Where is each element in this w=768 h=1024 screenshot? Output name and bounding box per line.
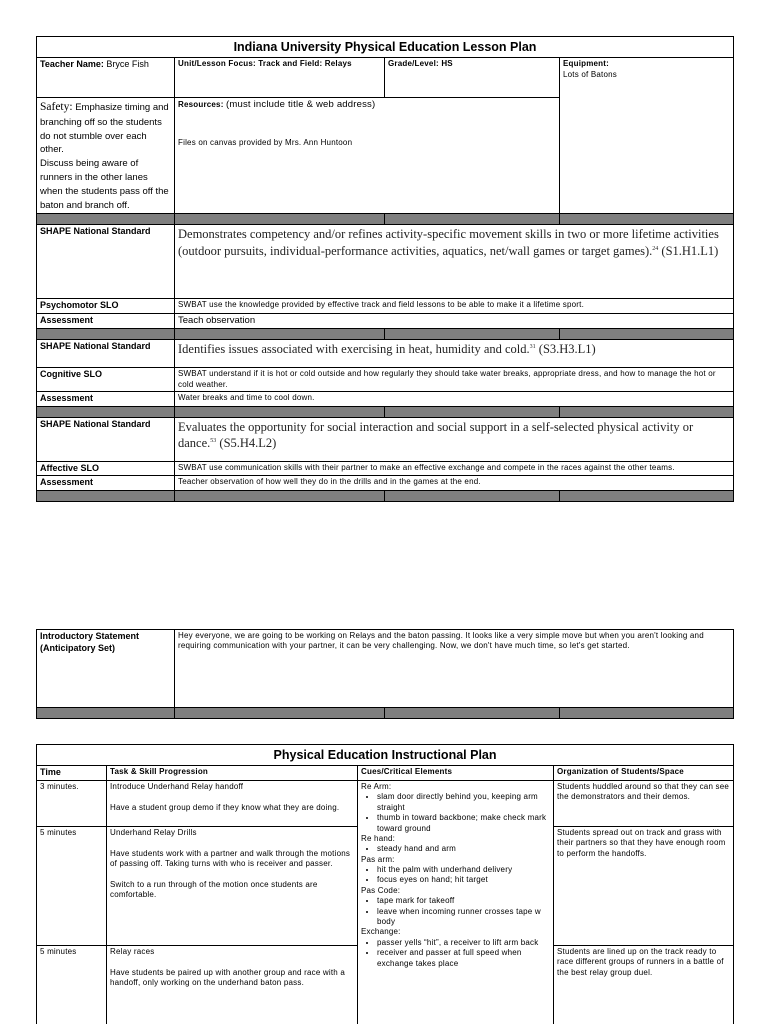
cue-item: • tape mark for takeoff <box>377 896 550 906</box>
slo-text: SWBAT use the knowledge provided by effective track and field lessons to be able to make it a lifetime sport. <box>175 299 734 314</box>
safety-label: Safety: <box>40 101 73 114</box>
header-time: Time <box>37 766 107 781</box>
grade-value: HS <box>441 59 453 69</box>
resources-hint: (must include title & web address) <box>226 99 376 111</box>
table-row <box>37 780 734 826</box>
grade-label: Grade/Level: <box>388 59 439 69</box>
cue-item: • thumb in toward backbone; make check mark toward ground <box>377 813 550 834</box>
row-time: 5 minutes <box>37 826 107 945</box>
assessment-label: Assessment <box>37 392 175 407</box>
resources-label: Resources: <box>178 100 224 110</box>
separator-row <box>37 214 734 225</box>
row-task: Relay races Have students be paired up with another group and race with a handoff, only working on the underhand baton pass. <box>107 945 358 1024</box>
equipment-cell <box>560 58 734 214</box>
intro-label: Introductory Statement (Anticipatory Set) <box>37 630 175 708</box>
slo-label: Affective SLO <box>37 461 175 476</box>
unit-label: Unit/Lesson Focus: <box>178 59 256 69</box>
resources-cell <box>175 98 560 214</box>
cue-heading: Pas arm: <box>361 854 395 864</box>
header-cues: Cues/Critical Elements <box>358 766 554 781</box>
resources-value: Files on canvas provided by Mrs. Ann Huntoon <box>178 137 353 147</box>
row-time: 5 minutes <box>37 945 107 1024</box>
unit-cell <box>175 58 385 98</box>
intro-table <box>36 629 734 719</box>
assessment-label: Assessment <box>37 313 175 328</box>
equipment-value: Lots of Batons <box>563 69 617 79</box>
cue-item: • focus eyes on hand; hit target <box>377 875 550 885</box>
slo-label: Cognitive SLO <box>37 368 175 392</box>
safety-cell <box>37 98 175 214</box>
cues-cell <box>358 780 554 1024</box>
intro-text: Hey everyone, we are going to be working on Relays and the baton passing. It looks like a very simple move but when you aren't looking and requiring communication with your partner, it can be very challenging. Now, we don't have much time, so let's get started. <box>175 630 734 708</box>
cue-heading: Pas Code: <box>361 885 401 895</box>
grade-cell <box>385 58 560 98</box>
row-task: Underhand Relay Drills Have students work with a partner and walk through the motions of passing off. Taking turns with who is receiver and passer. Switch to a run through of the motion once students are comfortable. <box>107 826 358 945</box>
assessment-label: Assessment <box>37 476 175 491</box>
cue-item: • slam door directly behind you, keeping arm straight <box>377 792 550 813</box>
slo-label: Psychomotor SLO <box>37 299 175 314</box>
instructional-plan-title: Physical Education Instructional Plan <box>37 745 734 766</box>
cue-item: • receiver and passer at full speed when exchange takes place <box>377 948 550 969</box>
separator-row <box>37 329 734 340</box>
cue-heading: Exchange: <box>361 927 401 937</box>
row-organization: Students spread out on track and grass with their partners so that they have enough room to perform the handoffs. <box>554 826 734 945</box>
safety-text: Emphasize timing and branching off so the students do not stumble over each other. Discuss being aware of runners in the other lanes when the students pass off the baton and branch off. <box>40 102 169 211</box>
unit-value: Track and Field: Relays <box>258 59 352 69</box>
lesson-plan-table <box>36 36 734 502</box>
row-task: Introduce Underhand Relay handoff Have a student group demo if they know what they are doing. <box>107 780 358 826</box>
separator-row <box>37 708 734 719</box>
slo-text: SWBAT use communication skills with their partner to make an effective exchange and compete in the races against the other teams. <box>175 461 734 476</box>
row-organization: Students are lined up on the track ready to race different groups of runners in a battle of the best relay group duel. <box>554 945 734 1024</box>
assessment-text: Teacher observation of how well they do in the drills and in the games at the end. <box>175 476 734 491</box>
slo-text: SWBAT understand if it is hot or cold outside and how regularly they should take water breaks, appropriate dress, and how to manage the hot or cold weather. <box>175 368 734 392</box>
assessment-text: Teach observation <box>175 313 734 328</box>
standard-text: Demonstrates competency and/or refines activity-specific movement skills in two or more lifetime activities (outdoor pursuits, individual-performance activities, aquatics, net/wall games or target games).$^{24}$ (S1.H1.L1) <box>175 225 734 299</box>
cue-item: • passer yells “hit”, a receiver to lift arm back <box>377 938 550 948</box>
cue-heading: Re hand: <box>361 833 396 843</box>
teacher-label: Teacher Name: <box>40 59 104 70</box>
cue-item: • hit the palm with underhand delivery <box>377 865 550 875</box>
row-organization: Students huddled around so that they can see the demonstrators and their demos. <box>554 780 734 826</box>
standard-text: Evaluates the opportunity for social interaction and social support in a self-selected physical activity or dance.$^{53}$ (S5.H4.L2) <box>175 417 734 461</box>
standard-text: Identifies issues associated with exercising in heat, humidity and cold.$^{31}$ (S3.H3.L1) <box>175 340 734 368</box>
cue-item: • leave when incoming runner crosses tape w body <box>377 907 550 928</box>
standard-label: SHAPE National Standard <box>37 340 175 368</box>
header-task: Task & Skill Progression <box>107 766 358 781</box>
teacher-name: Bryce Fish <box>106 59 149 70</box>
lesson-plan-title: Indiana University Physical Education Lesson Plan <box>37 37 734 58</box>
separator-row <box>37 491 734 502</box>
assessment-text: Water breaks and time to cool down. <box>175 392 734 407</box>
cue-item: • steady hand and arm <box>377 844 550 854</box>
row-time: 3 minutes. <box>37 780 107 826</box>
equipment-label: Equipment: <box>563 59 609 69</box>
header-organization: Organization of Students/Space <box>554 766 734 781</box>
cue-heading: Re Arm: <box>361 781 392 791</box>
standard-label: SHAPE National Standard <box>37 417 175 461</box>
separator-row <box>37 406 734 417</box>
instructional-plan-table <box>36 744 734 1024</box>
teacher-cell <box>37 58 175 98</box>
standard-label: SHAPE National Standard <box>37 225 175 299</box>
